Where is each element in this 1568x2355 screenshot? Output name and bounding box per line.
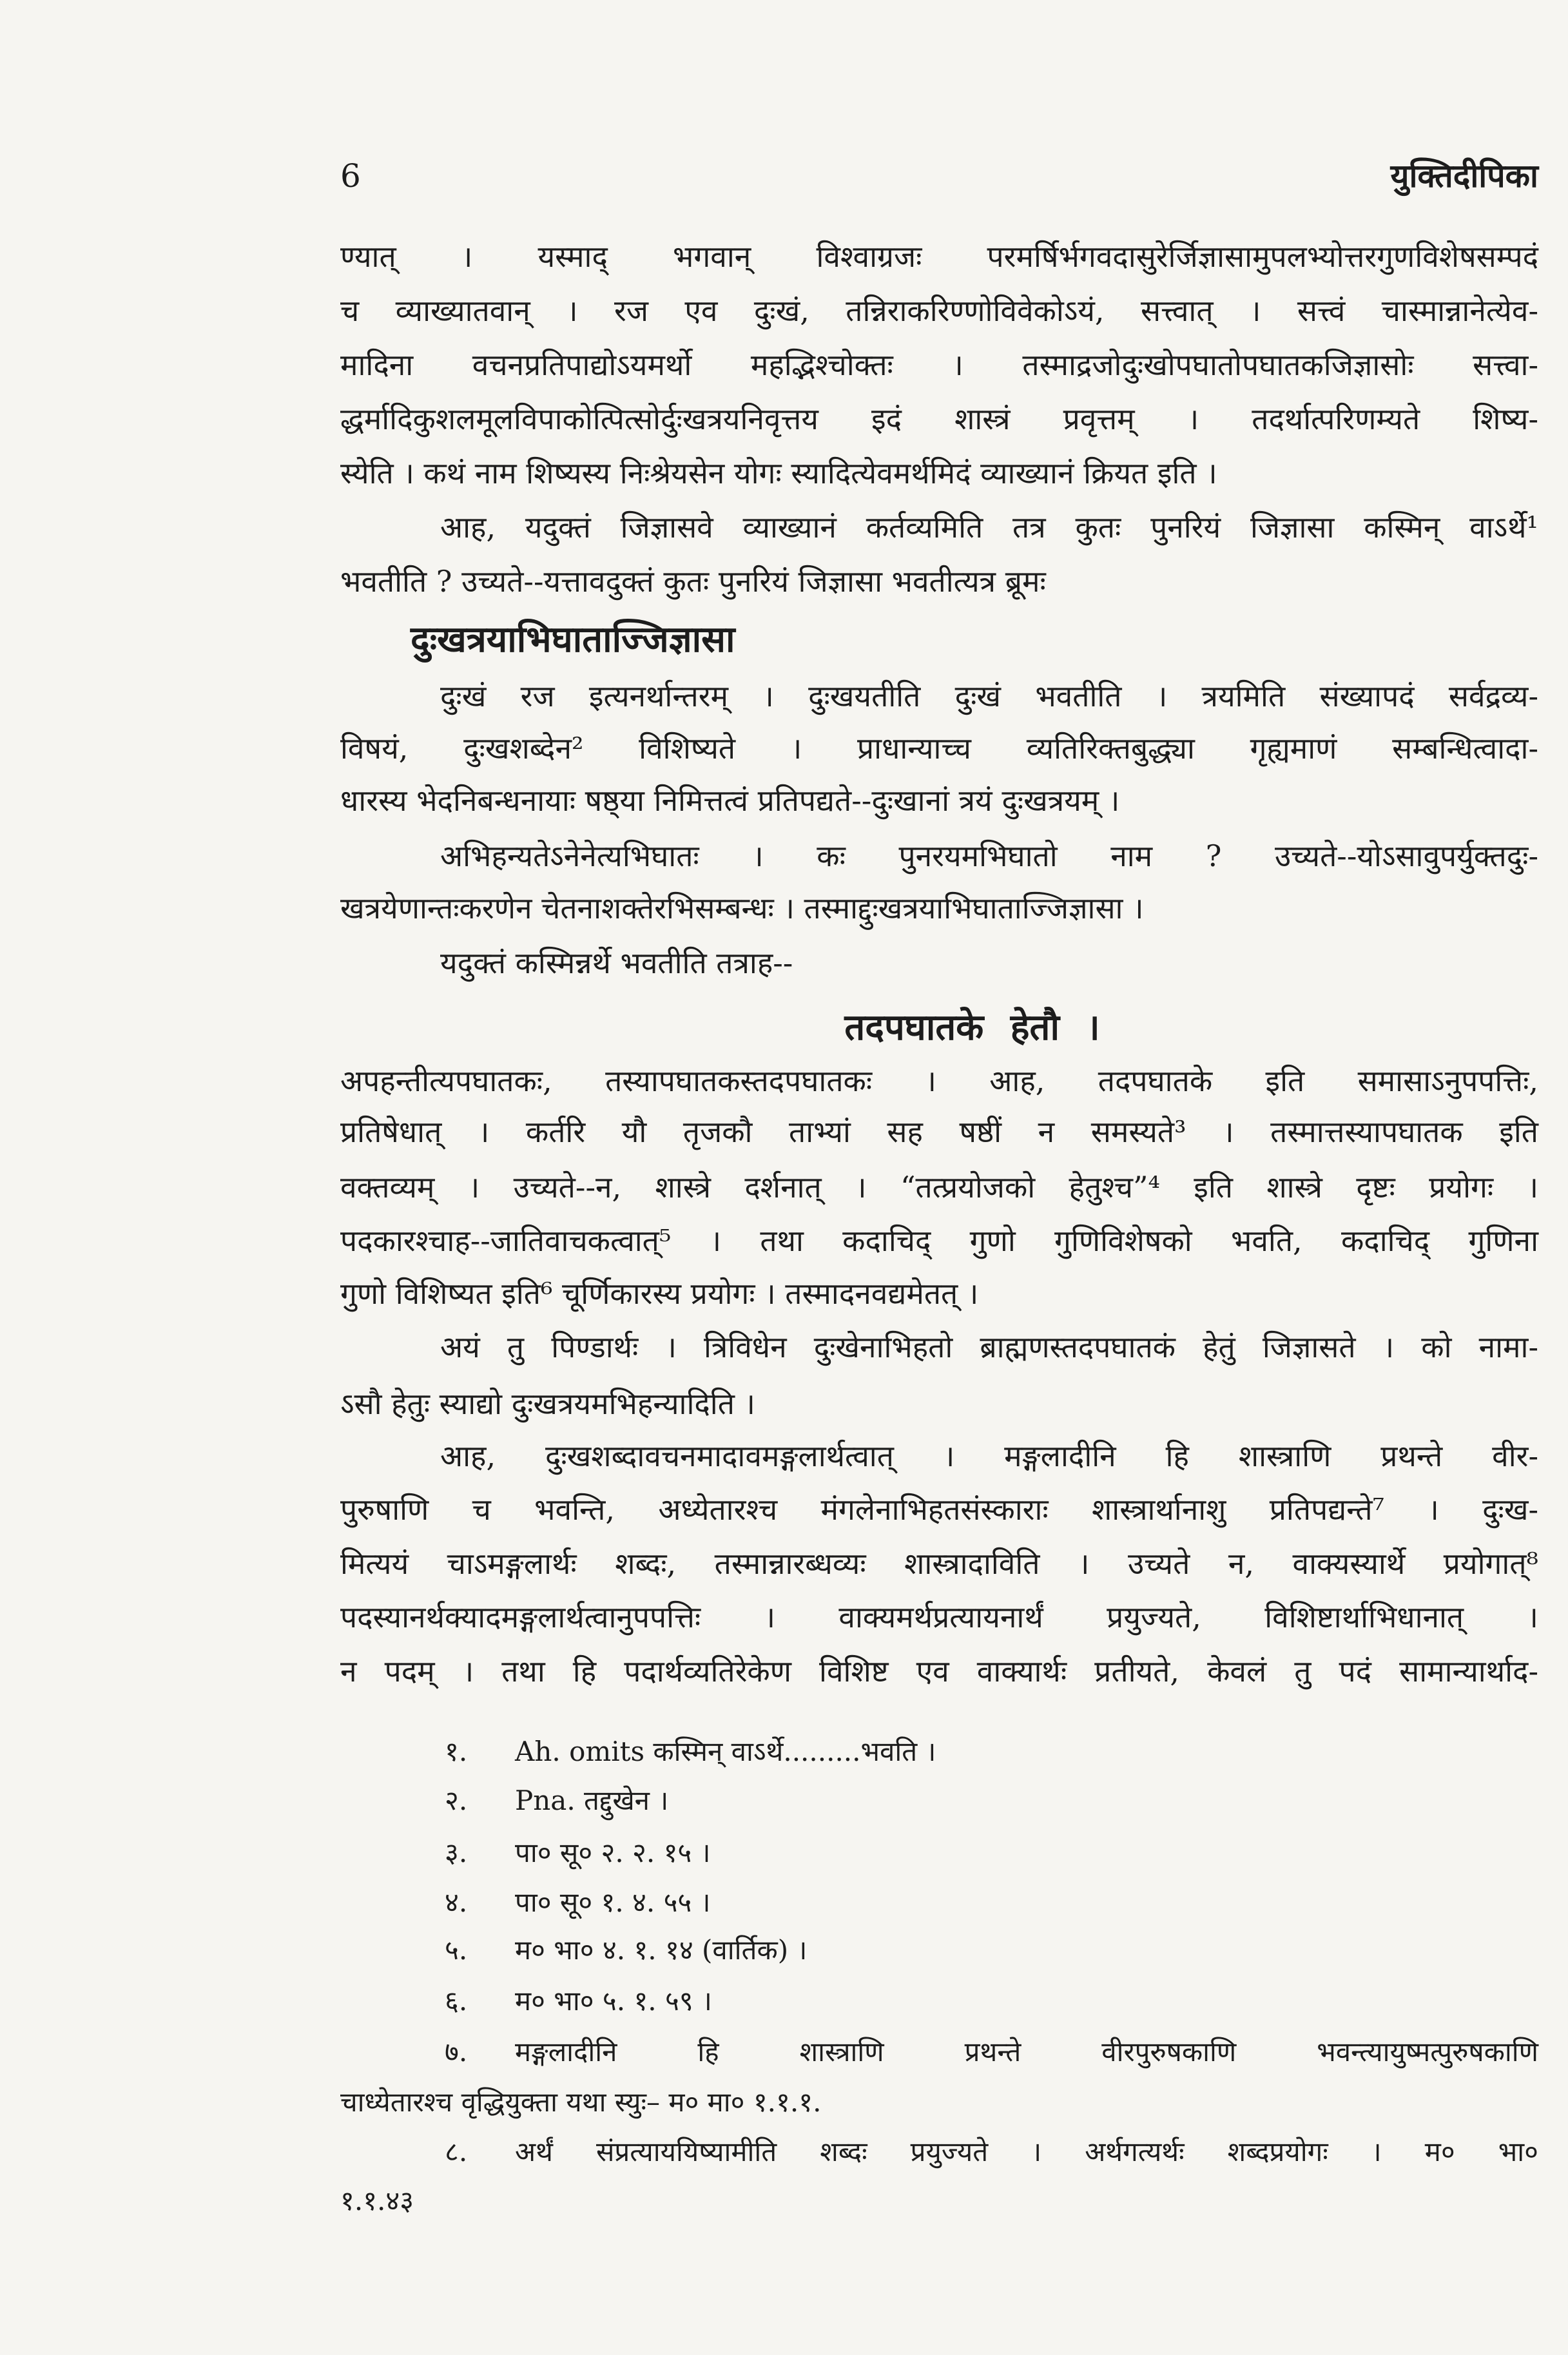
paragraph-3-line-2: विषयं, दुःखशब्देन² विशिष्यते । प्राधान्याच्च व्यतिरिक्तबुद्ध्या गृह्यमाणं सम्बन्धित्वादा- [340,731,1538,766]
sutra-heading-2: तदपघातके हेतौ । [844,1006,1100,1049]
paragraph-8-line-4: पदस्यानर्थक्यादमङ्गलार्थत्वानुपपत्तिः । वाक्यमर्थप्रत्यायनार्थं प्रयुज्यते, विशिष्टार्थाभिधानात् । [340,1600,1538,1634]
paragraph-4-line-1: अभिहन्यतेऽनेनेत्यभिघातः । कः पुनरयमभिघातो नाम ? उच्यते--योऽसावुपर्युक्तदुः- [440,838,1538,873]
footnote-3-number: ३. [445,1837,468,1868]
paragraph-1-line-2: च व्याख्यातवान् । रज एव दुःखं, तन्निराकरिण्णोविवेकोऽयं, सत्त्वात् । सत्त्वं चास्मान्नानेत्येव- [340,293,1538,328]
paragraph-6-line-1: अपहन्तीत्यपघातकः, तस्यापघातकस्तदपघातकः । आह, तदपघातके इति समासाऽनुपपत्तिः, [340,1063,1538,1098]
paragraph-4-line-2: खत्रयेणान्तःकरणेन चेतनाशक्तेरभिसम्बन्धः । तस्माद्दुःखत्रयाभिघाताज्जिज्ञासा । [340,891,1144,926]
paragraph-2-line-2: भवतीति ? उच्यते--यत्तावदुक्तं कुतः पुनरियं जिज्ञासा भवतीत्यत्र ब्रूमः [340,564,1046,599]
paragraph-1-line-5: स्येति । कथं नाम शिष्यस्य निःश्रेयसेन योगः स्यादित्येवमर्थमिदं व्याख्यानं क्रियत इति । [340,456,1217,490]
paragraph-8-line-1: आह, दुःखशब्दावचनमादावमङ्गलार्थत्वात् । मङ्गलादीनि हि शास्त्राणि प्रथन्ते वीर- [440,1439,1538,1473]
footnote-5-number: ५. [445,1934,468,1966]
page-number: 6 [340,157,361,195]
paragraph-5-line-1: यदुक्तं कस्मिन्नर्थे भवतीति तत्राह-- [440,945,793,980]
footnote-8-text-line-1: अर्थं संप्रत्याययिष्यामीति शब्दः प्रयुज्यते । अर्थगत्यर्थः शब्दप्रयोगः । म० भा० [515,2136,1538,2167]
paragraph-1-line-1: ण्यात् । यस्माद् भगवान् विश्वाग्रजः परमर्षिर्भगवदासुरेर्जिज्ञासामुपलभ्योत्तरगुणविशेषसम्पदं [340,239,1538,274]
paragraph-6-line-5: गुणो विशिष्यत इति⁶ चूर्णिकारस्य प्रयोगः । तस्मादनवद्यमेतत् । [340,1276,979,1311]
paragraph-7-line-1: अयं तु पिण्डार्थः । त्रिविधेन दुःखेनाभिहतो ब्राह्मणस्तदपघातकं हेतुं जिज्ञासते । को नामा- [440,1330,1538,1364]
footnote-1-text: Ah. omits कस्मिन् वाऽर्थे.........भवति । [515,1736,936,1767]
paragraph-1-line-4: द्धर्मादिकुशलमूलविपाकोत्पित्सोर्दुःखत्रयनिवृत्तय इदं शास्त्रं प्रवृत्तम् । तदर्थात्परिणम्यते शिष्य- [340,402,1538,436]
paragraph-3-line-1: दुःखं रज इत्यनर्थान्तरम् । दुःखयतीति दुःखं भवतीति । त्रयमिति संख्यापदं सर्वद्रव्य- [440,679,1538,713]
footnote-7-number: ७. [445,2036,468,2068]
footnote-4-number: ४. [445,1886,468,1918]
footnote-5-text: म० भा० ४. १. १४ (वार्तिक) । [515,1934,808,1966]
footnote-6-text: म० भा० ५. १. ५९ । [515,1985,712,2017]
running-title: युक्तिदीपिका [1390,157,1538,195]
paragraph-3-line-3: धारस्य भेदनिबन्धनायाः षष्ठ्या निमित्तत्वं प्रतिपद्यते--दुःखानां त्रयं दुःखत्रयम् । [340,783,1120,818]
footnote-2-number: २. [445,1785,468,1816]
paragraph-6-line-2: प्रतिषेधात् । कर्तरि यौ तृजकौ ताभ्यां सह षष्ठीं न समस्यते³ । तस्मात्तस्यापघातक इति [340,1114,1538,1149]
paragraph-6-line-4: पदकारश्चाह--जातिवाचकत्वात्⁵ । तथा कदाचिद् गुणो गुणिविशेषको भवति, कदाचिद् गुणिना [340,1223,1538,1258]
paragraph-8-line-5: न पदम् । तथा हि पदार्थव्यतिरेकेण विशिष्ट एव वाक्यार्थः प्रतीयते, केवलं तु पदं सामान्यार्थाद- [340,1654,1538,1689]
sutra-heading-1: दुःखत्रयाभिघाताज्जिज्ञासा [411,618,735,661]
paragraph-6-line-3: वक्तव्यम् । उच्यते--न, शास्त्रे दर्शनात् । “तत्प्रयोजको हेतुश्च”⁴ इति शास्त्रे दृष्टः प्रयोगः । [340,1170,1538,1205]
footnote-8-text-line-2: १.१.४३ [340,2185,414,2216]
paragraph-1-line-3: मादिना वचनप्रतिपाद्योऽयमर्थो महद्भिश्चोक्तः । तस्माद्रजोदुःखोपघातोपघातकजिज्ञासोः सत्त्वा- [340,347,1538,382]
footnote-8-number: ८. [445,2136,468,2167]
footnote-7-text-line-1: मङ्गलादीनि हि शास्त्राणि प्रथन्ते वीरपुरुषकाणि भवन्त्यायुष्मत्पुरुषकाणि [515,2036,1538,2068]
footnote-2-text: Pna. तद्दुखेन । [515,1785,669,1816]
footnote-7-text-line-2: चाध्येतारश्च वृद्धियुक्ता यथा स्युः– म० मा० १.१.१. [340,2086,822,2118]
footnote-4-text: पा० सू० १. ४. ५५ । [515,1886,711,1918]
footnote-1-number: १. [445,1736,468,1767]
footnote-3-text: पा० सू० २. २. १५ । [515,1837,711,1868]
footnote-6-number: ६. [445,1985,468,2017]
paragraph-8-line-2: पुरुषाणि च भवन्ति, अध्येतारश्च मंगलेनाभिहतसंस्काराः शास्त्रार्थानाशु प्रतिपद्यन्ते⁷ । दुःख- [340,1492,1538,1527]
paragraph-8-line-3: मित्ययं चाऽमङ्गलार्थः शब्दः, तस्मान्नारब्धव्यः शास्त्रादाविति । उच्यते न, वाक्यस्यार्थे प्रयोगात्⁸ [340,1546,1538,1581]
paragraph-2-line-1: आह, यदुक्तं जिज्ञासवे व्याख्यानं कर्तव्यमिति तत्र कुतः पुनरियं जिज्ञासा कस्मिन् वाऽर्थे¹ [440,510,1538,545]
paragraph-7-line-2: ऽसौ हेतुः स्याद्यो दुःखत्रयमभिहन्यादिति । [340,1386,755,1421]
